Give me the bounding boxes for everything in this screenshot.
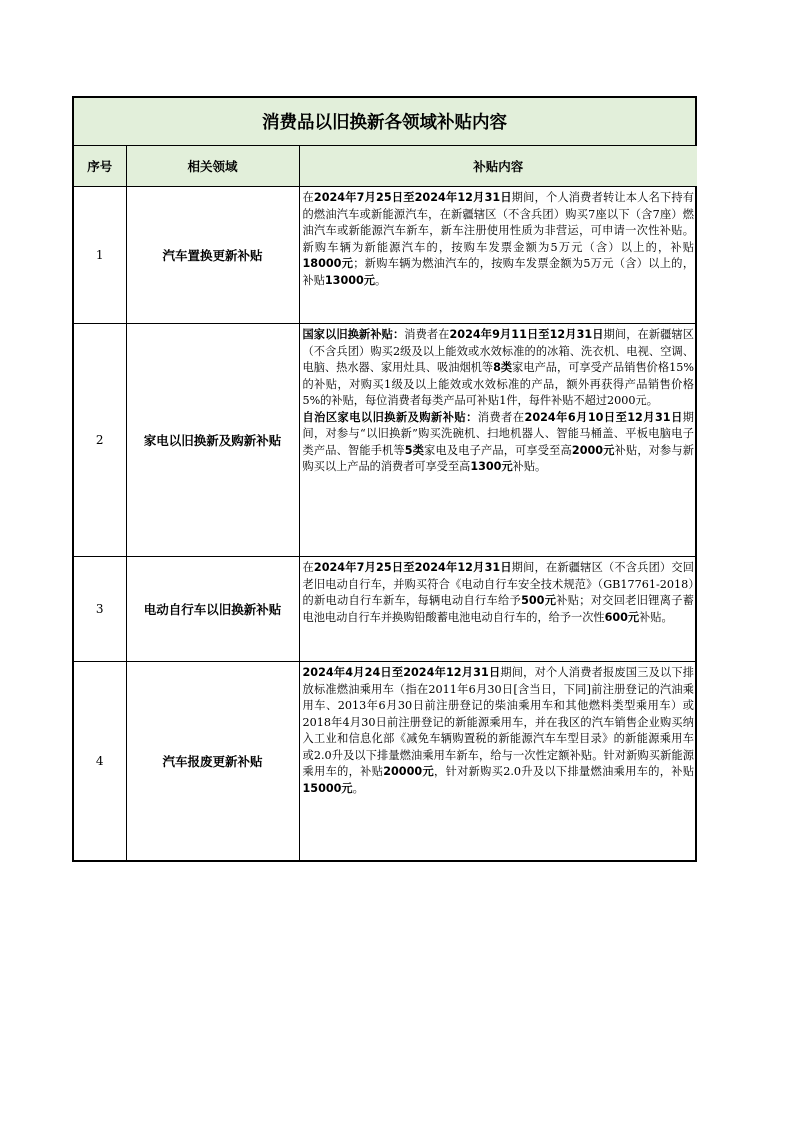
page-title: 消费品以旧换新各领域补贴内容 bbox=[74, 98, 695, 146]
content-text: 补贴；对交回老旧锂离子蓄电池电动自行车并换购铅酸蓄电池电动自行车的，给予一次性 bbox=[302, 594, 694, 624]
table-row bbox=[74, 187, 697, 324]
row-index: 1 bbox=[74, 187, 126, 324]
row-field: 汽车报废更新补贴 bbox=[126, 662, 299, 861]
content-text: 在 bbox=[302, 191, 314, 204]
content-highlight: 1300元 bbox=[470, 460, 513, 473]
content-highlight: 2024年7月25日至2024年12月31日 bbox=[313, 191, 512, 204]
content-text: 在 bbox=[302, 561, 314, 574]
content-text: 。 bbox=[352, 781, 364, 795]
content-text: 。 bbox=[375, 273, 387, 287]
table-row bbox=[74, 557, 697, 662]
content-text: 消费者在 bbox=[404, 328, 450, 341]
content-paragraph bbox=[303, 560, 695, 626]
content-paragraph bbox=[303, 665, 695, 797]
content-highlight: 600元 bbox=[604, 610, 640, 624]
subsidy-table-sheet bbox=[72, 96, 697, 862]
content-text: 期间，对个人消费者报废国三及以下排放标准燃油乘用车（指在2011年6月30日[含当日，下同]前注册登记的汽油乘用车、2013年6月30日前注册登记的柴油乘用车和其他燃料类型乘用车）或2018年4月30日前注册登记的新能源乘用车，并在我区的汽车销售企业购买纳入工业和信息化部《减免车辆购置税的新能源汽车车型目录》的新能源乘用车或2.0升及以下排量燃油乘用车新车，给与一次性定额补贴。针对新购买新能源乘用车的，补贴 bbox=[302, 666, 694, 778]
content-text: 期间，个人消费者转让本人名下持有的燃油汽车或新能源汽车，在新疆辖区（不含兵团）购买7座以下（含7座）燃油汽车或新能源汽车新车，新车注册使用性质为非营运，可申请一次性补贴。新购车辆为新能源汽车的，按购车发票金额为5万元（含）以上的，补贴 bbox=[302, 191, 694, 254]
content-highlight: 2024年9月11日至12月31日 bbox=[449, 328, 604, 341]
row-content bbox=[299, 662, 697, 861]
row-field: 汽车置换更新补贴 bbox=[126, 187, 299, 324]
content-paragraph bbox=[303, 327, 695, 410]
content-highlight: 2000元 bbox=[571, 443, 615, 457]
row-field: 家电以旧换新及购新补贴 bbox=[126, 324, 299, 557]
row-index: 2 bbox=[74, 324, 126, 557]
content-paragraph bbox=[303, 410, 695, 476]
content-text: 家电产品，可享受产品销售价格15%的补贴，对购买1级及以上能效或水效标准的产品，额外再获得产品销售价格5%的补贴，每位消费者每类产品可补贴1件，每件补贴不超过2000元。 bbox=[302, 361, 694, 407]
content-text: 补贴。 bbox=[639, 610, 673, 624]
content-highlight: 2024年6月10日至12月31日 bbox=[524, 410, 683, 424]
content-text: 家电及电子产品，可享受至高 bbox=[424, 443, 572, 457]
content-paragraph bbox=[303, 190, 695, 289]
table-row bbox=[74, 324, 697, 557]
content-text: 补贴，对参与新购买以上产品的消费者可享受至高 bbox=[302, 443, 694, 473]
row-content bbox=[299, 557, 697, 662]
content-highlight: 15000元 bbox=[302, 781, 353, 795]
table-header-row bbox=[74, 146, 697, 187]
row-content bbox=[299, 324, 697, 557]
content-text: 期间，在新疆辖区（不含兵团）交回老旧电动自行车，并购买符合《电动自行车安全技术规范》（GB17761-2018）的新电动自行车新车，每辆电动自行车给予 bbox=[302, 561, 694, 607]
row-content bbox=[299, 187, 697, 324]
content-highlight: 500元 bbox=[521, 594, 557, 607]
header-content: 补贴内容 bbox=[299, 146, 697, 187]
content-text: 期间，对参与“以旧换新”购买洗碗机、扫地机器人、智能马桶盖、平板电脑电子类产品、智能手机等 bbox=[302, 410, 694, 457]
content-highlight: 13000元 bbox=[324, 273, 375, 287]
content-text: ；新购车辆为燃油汽车的，按购车发票金额为5万元（含）以上的，补贴 bbox=[302, 257, 695, 287]
subsidy-table bbox=[74, 146, 697, 860]
row-field: 电动自行车以旧换新补贴 bbox=[126, 557, 299, 662]
content-highlight: 2024年7月25日至2024年12月31日 bbox=[313, 561, 512, 574]
content-highlight: 20000元 bbox=[383, 765, 435, 778]
content-highlight: 2024年4月24日至2024年12月31日 bbox=[302, 666, 501, 679]
content-highlight: 5类 bbox=[404, 443, 425, 457]
content-text: ，针对新购买2.0升及以下排量燃油乘用车的，补贴 bbox=[434, 765, 695, 778]
content-text: 期间，在新疆辖区（不含兵团）购买2级及以上能效或水效标准的的冰箱、洗衣机、电视、空调、电脑、热水器、家用灶具、吸油烟机等 bbox=[302, 328, 694, 374]
content-text: 消费者在 bbox=[477, 410, 525, 424]
content-highlight: 自治区家电以旧换新及购新补贴： bbox=[302, 410, 478, 424]
row-index: 4 bbox=[74, 662, 126, 861]
row-index: 3 bbox=[74, 557, 126, 662]
content-highlight: 国家以旧换新补贴： bbox=[302, 328, 405, 341]
header-index: 序号 bbox=[74, 146, 126, 187]
header-field: 相关领域 bbox=[126, 146, 299, 187]
content-highlight: 8类 bbox=[493, 361, 513, 374]
content-highlight: 18000元 bbox=[302, 257, 354, 270]
table-row bbox=[74, 662, 697, 861]
content-text: 补贴。 bbox=[512, 460, 547, 473]
